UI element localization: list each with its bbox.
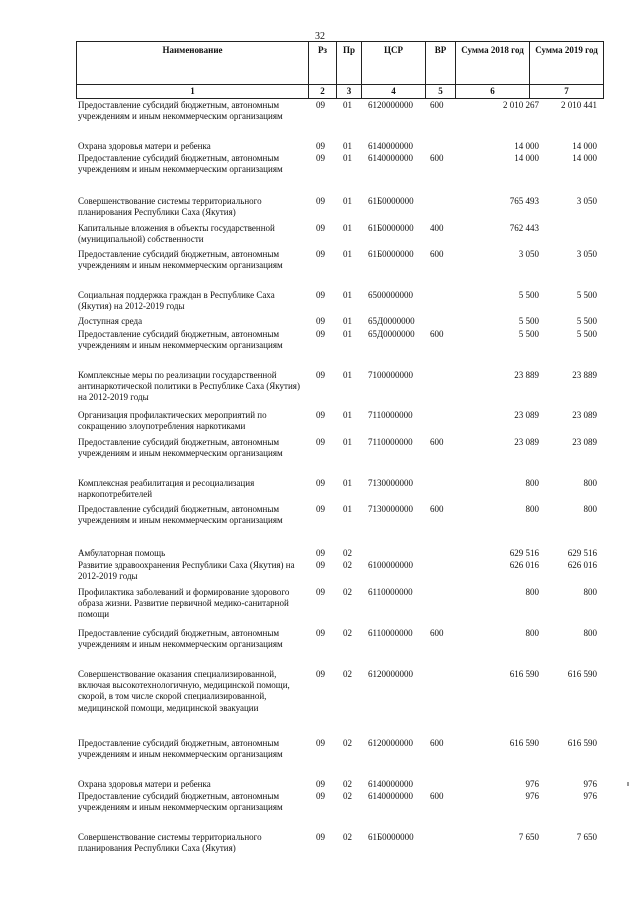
row-pr: 01 — [343, 196, 352, 206]
row-name: Амбулаторная помощь — [78, 548, 166, 558]
column-number-3: 3 — [337, 84, 362, 98]
row-rz: 09 — [316, 100, 325, 110]
row-sum-2018: 616 590 — [509, 669, 539, 679]
row-pr: 02 — [343, 832, 352, 842]
row-csr: 6110000000 — [368, 628, 413, 638]
row-pr: 02 — [343, 738, 352, 748]
row-name: Профилактика заболеваний и формирование здорового образа жизни. Развитие первичной медико-санитарной помощи — [78, 587, 290, 620]
row-rz: 09 — [316, 832, 325, 842]
row-rz: 09 — [316, 370, 325, 380]
row-sum-2018: 14 000 — [514, 153, 539, 163]
row-sum-2019: 23 089 — [572, 410, 597, 420]
row-csr: 7130000000 — [368, 504, 413, 514]
row-csr: 6110000000 — [368, 587, 413, 597]
row-name: Комплексные меры по реализации государственной антинаркотической политики в Республике Саха (Якутия) на 2012-2019 годы — [78, 370, 300, 403]
row-csr: 6140000000 — [368, 141, 413, 151]
row-rz: 09 — [316, 779, 325, 789]
row-rz: 09 — [316, 410, 325, 420]
row-pr: 01 — [343, 370, 352, 380]
column-number-2: 2 — [309, 84, 337, 98]
row-sum-2019: 14 000 — [572, 141, 597, 151]
row-name: Предоставление субсидий бюджетным, автономным учреждениям и иным некоммерческим организациям — [78, 437, 283, 459]
row-sum-2018: 629 516 — [509, 548, 539, 558]
row-csr: 6500000000 — [368, 290, 413, 300]
row-rz: 09 — [316, 329, 325, 339]
row-pr: 01 — [343, 329, 352, 339]
row-name: Совершенствование оказания специализированной, включая высокотехнологичную, медицинской помощи, скорой, в том числе скорой специализированной, медицинской помощи, медицинской эвакуации — [78, 669, 290, 713]
row-name: Предоставление субсидий бюджетным, автономным учреждениям и иным некоммерческим организациям — [78, 153, 283, 175]
row-rz: 09 — [316, 141, 325, 151]
row-vr: 600 — [430, 738, 444, 748]
row-rz: 09 — [316, 560, 325, 570]
column-header-csr: ЦСР — [362, 42, 426, 85]
row-csr: 7100000000 — [368, 370, 413, 380]
row-rz: 09 — [316, 548, 325, 558]
column-header-sum-2018: Сумма 2018 год — [456, 42, 530, 85]
row-csr: 6120000000 — [368, 738, 413, 748]
row-sum-2018: 5 500 — [518, 290, 539, 300]
row-name: Совершенствование системы территориального планирования Республики Саха (Якутия) — [78, 196, 262, 218]
row-rz: 09 — [316, 290, 325, 300]
row-name: Предоставление субсидий бюджетным, автономным учреждениям и иным некоммерческим организациям — [78, 628, 283, 650]
row-csr: 6140000000 — [368, 791, 413, 801]
row-sum-2018: 5 500 — [518, 329, 539, 339]
row-sum-2019: 14 000 — [572, 153, 597, 163]
row-vr: 600 — [430, 791, 444, 801]
row-sum-2018: 765 493 — [509, 196, 539, 206]
page-number: 32 — [315, 31, 325, 42]
row-pr: 02 — [343, 779, 352, 789]
row-csr: 61Б0000000 — [368, 832, 414, 842]
row-rz: 09 — [316, 738, 325, 748]
row-rz: 09 — [316, 196, 325, 206]
row-sum-2019: 616 590 — [567, 669, 597, 679]
row-pr: 01 — [343, 504, 352, 514]
row-sum-2019: 629 516 — [567, 548, 597, 558]
row-sum-2019: 626 016 — [567, 560, 597, 570]
row-name: Охрана здоровья матери и ребенка — [78, 141, 211, 151]
row-name: Социальная поддержка граждан в Республике Саха (Якутия) на 2012-2019 годы — [78, 290, 275, 312]
row-rz: 09 — [316, 316, 325, 326]
row-name: Доступная среда — [78, 316, 143, 326]
row-pr: 01 — [343, 290, 352, 300]
row-name: Охрана здоровья матери и ребенка — [78, 779, 211, 789]
row-rz: 09 — [316, 587, 325, 597]
column-header-pr: Пр — [337, 42, 362, 85]
row-sum-2018: 762 443 — [509, 223, 539, 233]
row-name: Предоставление субсидий бюджетным, автономным учреждениям и иным некоммерческим организациям — [78, 738, 283, 760]
row-name: Предоставление субсидий бюджетным, автономным учреждениям и иным некоммерческим организациям — [78, 249, 283, 271]
row-sum-2019: 5 500 — [576, 290, 597, 300]
row-csr: 7130000000 — [368, 478, 413, 488]
row-csr: 61Б0000000 — [368, 223, 414, 233]
row-csr: 65Д0000000 — [368, 316, 415, 326]
row-sum-2019: 23 089 — [572, 437, 597, 447]
row-pr: 01 — [343, 153, 352, 163]
row-csr: 6100000000 — [368, 560, 413, 570]
row-sum-2019: 23 889 — [572, 370, 597, 380]
row-rz: 09 — [316, 223, 325, 233]
row-vr: 600 — [430, 249, 444, 259]
row-pr: 02 — [343, 587, 352, 597]
row-rz: 09 — [316, 504, 325, 514]
row-pr: 02 — [343, 628, 352, 638]
row-sum-2018: 23 089 — [514, 437, 539, 447]
row-sum-2018: 23 889 — [514, 370, 539, 380]
row-sum-2019: 800 — [583, 504, 597, 514]
row-name: Капитальные вложения в объекты государственной (муниципальной) собственности — [78, 223, 275, 245]
row-sum-2018: 23 089 — [514, 410, 539, 420]
scan-mark — [627, 782, 629, 786]
row-name: Организация профилактических мероприятий по сокращению злоупотребления наркотиками — [78, 410, 267, 432]
row-sum-2019: 3 050 — [576, 196, 597, 206]
row-name: Предоставление субсидий бюджетным, автономным учреждениям и иным некоммерческим организациям — [78, 329, 283, 351]
row-sum-2018: 800 — [525, 587, 539, 597]
row-csr: 6140000000 — [368, 153, 413, 163]
row-rz: 09 — [316, 249, 325, 259]
column-number-1: 1 — [77, 84, 309, 98]
column-number-6: 6 — [456, 84, 530, 98]
row-csr: 61Б0000000 — [368, 249, 414, 259]
row-sum-2019: 800 — [583, 628, 597, 638]
row-sum-2018: 976 — [525, 779, 539, 789]
row-vr: 600 — [430, 329, 444, 339]
row-vr: 600 — [430, 504, 444, 514]
row-sum-2019: 800 — [583, 587, 597, 597]
row-pr: 02 — [343, 791, 352, 801]
row-csr: 7110000000 — [368, 410, 413, 420]
row-pr: 01 — [343, 100, 352, 110]
row-vr: 600 — [430, 100, 444, 110]
row-pr: 01 — [343, 223, 352, 233]
row-sum-2019: 5 500 — [576, 316, 597, 326]
row-csr: 7110000000 — [368, 437, 413, 447]
row-sum-2019: 3 050 — [576, 249, 597, 259]
row-sum-2019: 616 590 — [567, 738, 597, 748]
row-sum-2018: 7 650 — [518, 832, 539, 842]
row-rz: 09 — [316, 478, 325, 488]
row-rz: 09 — [316, 669, 325, 679]
row-csr: 61Б0000000 — [368, 196, 414, 206]
row-sum-2018: 3 050 — [518, 249, 539, 259]
row-pr: 01 — [343, 437, 352, 447]
row-rz: 09 — [316, 628, 325, 638]
row-sum-2019: 5 500 — [576, 329, 597, 339]
row-sum-2019: 7 650 — [576, 832, 597, 842]
row-name: Предоставление субсидий бюджетным, автономным учреждениям и иным некоммерческим организациям — [78, 504, 283, 526]
row-sum-2018: 800 — [525, 478, 539, 488]
row-pr: 01 — [343, 249, 352, 259]
row-name: Развитие здравоохранения Республики Саха (Якутия) на 2012-2019 годы — [78, 560, 295, 582]
row-pr: 01 — [343, 478, 352, 488]
row-pr: 01 — [343, 316, 352, 326]
column-header-vr: ВР — [426, 42, 456, 85]
column-header-name: Наименование — [77, 42, 309, 85]
row-sum-2018: 14 000 — [514, 141, 539, 151]
row-sum-2018: 626 016 — [509, 560, 539, 570]
row-name: Предоставление субсидий бюджетным, автономным учреждениям и иным некоммерческим организациям — [78, 100, 283, 122]
row-sum-2018: 800 — [525, 628, 539, 638]
column-number-5: 5 — [426, 84, 456, 98]
row-pr: 02 — [343, 669, 352, 679]
row-csr: 6120000000 — [368, 100, 413, 110]
row-pr: 02 — [343, 548, 352, 558]
column-header-rz: Рз — [309, 42, 337, 85]
row-vr: 400 — [430, 223, 444, 233]
row-rz: 09 — [316, 153, 325, 163]
row-rz: 09 — [316, 791, 325, 801]
column-number-7: 7 — [530, 84, 604, 98]
row-sum-2018: 976 — [525, 791, 539, 801]
row-sum-2018: 800 — [525, 504, 539, 514]
row-sum-2018: 2 010 267 — [503, 100, 539, 110]
row-name: Предоставление субсидий бюджетным, автономным учреждениям и иным некоммерческим организациям — [78, 791, 283, 813]
row-csr: 6140000000 — [368, 779, 413, 789]
row-vr: 600 — [430, 437, 444, 447]
row-sum-2019: 2 010 441 — [561, 100, 597, 110]
row-name: Комплексная реабилитация и ресоциализация наркопотребителей — [78, 478, 255, 500]
row-sum-2019: 976 — [583, 791, 597, 801]
column-header-sum-2019: Сумма 2019 год — [530, 42, 604, 85]
row-vr: 600 — [430, 628, 444, 638]
row-sum-2019: 976 — [583, 779, 597, 789]
row-csr: 65Д0000000 — [368, 329, 415, 339]
row-sum-2019: 800 — [583, 478, 597, 488]
row-pr: 01 — [343, 141, 352, 151]
row-rz: 09 — [316, 437, 325, 447]
row-sum-2018: 616 590 — [509, 738, 539, 748]
column-number-4: 4 — [362, 84, 426, 98]
row-name: Совершенствование системы территориального планирования Республики Саха (Якутия) — [78, 832, 262, 854]
row-sum-2018: 5 500 — [518, 316, 539, 326]
row-pr: 02 — [343, 560, 352, 570]
row-vr: 600 — [430, 153, 444, 163]
row-pr: 01 — [343, 410, 352, 420]
row-csr: 6120000000 — [368, 669, 413, 679]
